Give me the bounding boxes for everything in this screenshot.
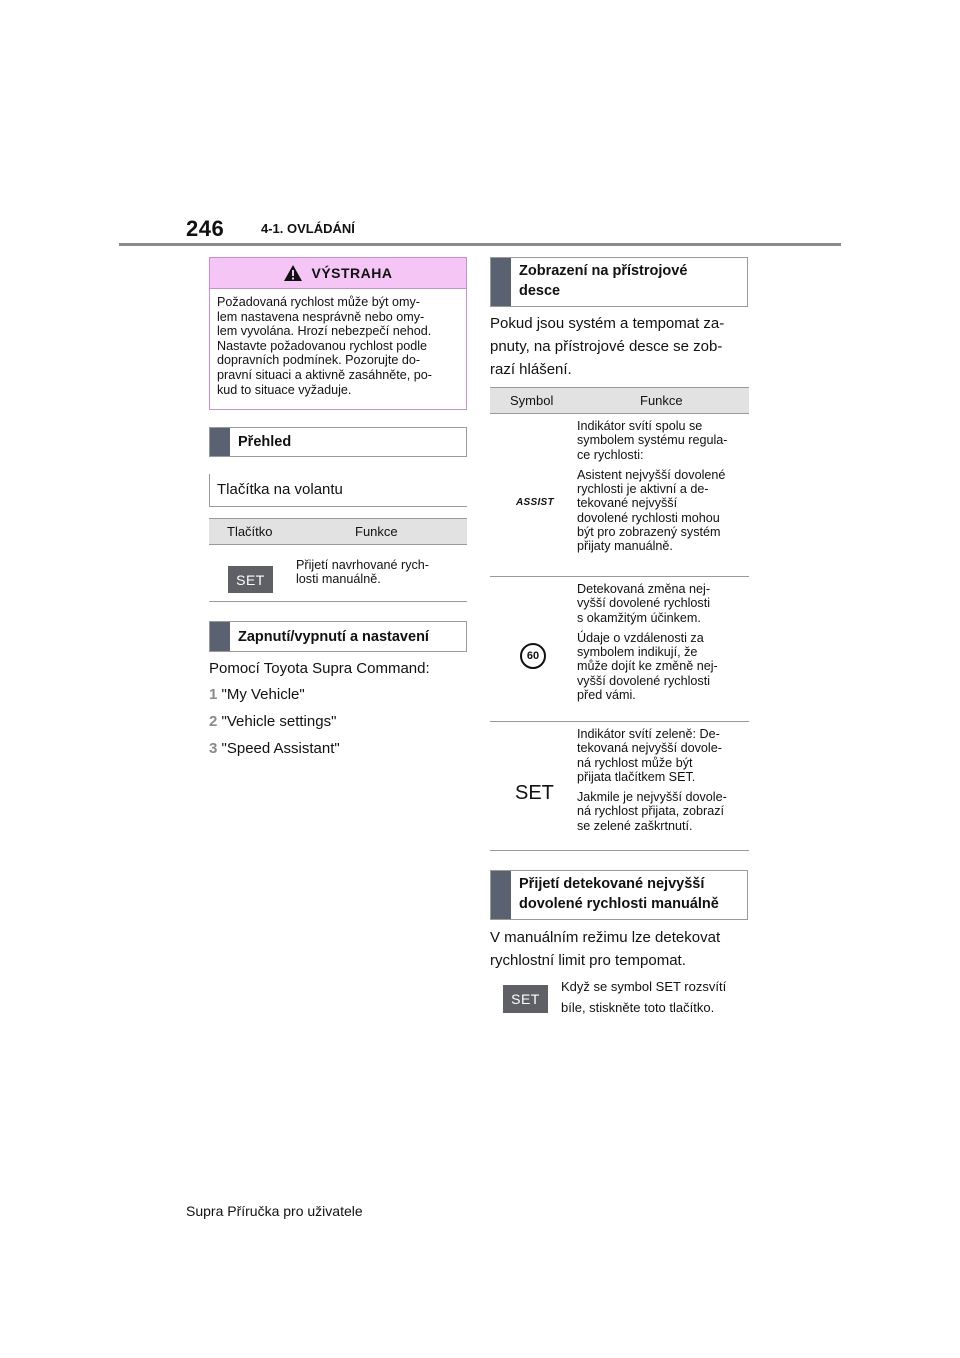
- section-toggle-heading: Zapnutí/vypnutí a nastavení: [209, 621, 467, 652]
- page-number: 246: [186, 216, 225, 241]
- display-row-divider: [490, 576, 749, 577]
- section-display-heading: Zobrazení na přístrojové desce: [490, 257, 748, 307]
- section-manual-heading: Přijetí detekované nejvyšší dovolené rychlosti manuálně: [490, 870, 748, 920]
- warning-title: VÝSTRAHA: [311, 265, 393, 281]
- warning-box: [209, 257, 467, 410]
- display-intro: Pokud jsou systém a tempomat za- pnuty, na přístrojové desce se zob- razí hlášení.: [490, 315, 725, 378]
- set-symbol: SET: [515, 782, 554, 804]
- step-item: 1 "My Vehicle": [209, 686, 305, 703]
- manual-instruction: Když se symbol SET rozsvítí bíle, stiskněte toto tlačítko.: [561, 979, 727, 1015]
- warning-triangle-icon: [283, 264, 303, 282]
- set-button-graphic: SET: [228, 566, 273, 593]
- manual-intro: V manuálním režimu lze detekovat rychlostní limit pro tempomat.: [490, 929, 721, 969]
- display-table-bottom: [490, 850, 749, 851]
- overview-subheading: Tlačítka na volantu: [209, 474, 467, 507]
- display-table-header: Symbol Funkce: [490, 387, 749, 414]
- header-rule: [119, 243, 841, 246]
- display-row-function: Indikátor svítí zeleně: De- tekovaná nejvyšší dovole- ná rychlost může být přijata tlačítkem SET. Jakmile je nejvyšší dovole- ná rychlost přijata, zobrazí se zelené zaškrtnutí.: [577, 727, 727, 833]
- assist-symbol: ASSIST: [516, 497, 554, 508]
- speed-limit-sign-icon: 60: [520, 643, 546, 669]
- warning-header: [210, 258, 466, 289]
- step-item: 2 "Vehicle settings": [209, 713, 337, 730]
- chapter-title: 4-1. OVLÁDÁNÍ: [261, 221, 355, 236]
- set-button-graphic: SET: [503, 985, 548, 1013]
- warning-text: Požadovaná rychlost může být omy- lem nastavena nesprávně nebo omy- lem vyvolána. Hrozí nebezpečí nehod. Nastavte požadovanou rychlost podle dopravních podmínek. Pozorujte do- pravní situaci a aktivně zasáhněte, po- kud to situace vyžaduje.: [217, 295, 432, 397]
- overview-table-header: Tlačítko Funkce: [209, 518, 467, 545]
- step-item: 3 "Speed Assistant": [209, 740, 340, 757]
- footer-text: Supra Příručka pro uživatele: [186, 1203, 363, 1219]
- display-row-function: Indikátor svítí spolu se symbolem systému regula- ce rychlosti: Asistent nejvyšší dovolené rychlosti je aktivní a de- tekované nejvyšší dovolené rychlosti mohou být pro zobrazený systém přijaty manuálně.: [577, 419, 728, 554]
- section-overview-heading: Přehled: [209, 427, 467, 457]
- overview-row-function: Přijetí navrhované rych- losti manuálně.: [296, 558, 429, 587]
- toggle-intro: Pomocí Toyota Supra Command:: [209, 660, 430, 677]
- display-row-divider: [490, 721, 749, 722]
- display-row-function: Detekovaná změna nej- vyšší dovolené rychlosti s okamžitým účinkem. Údaje o vzdálenosti za symbolem indikují, že může dojít ke změně nej- vyšší dovolené rychlosti před vámi.: [577, 582, 718, 703]
- overview-table-bottom: [209, 601, 467, 602]
